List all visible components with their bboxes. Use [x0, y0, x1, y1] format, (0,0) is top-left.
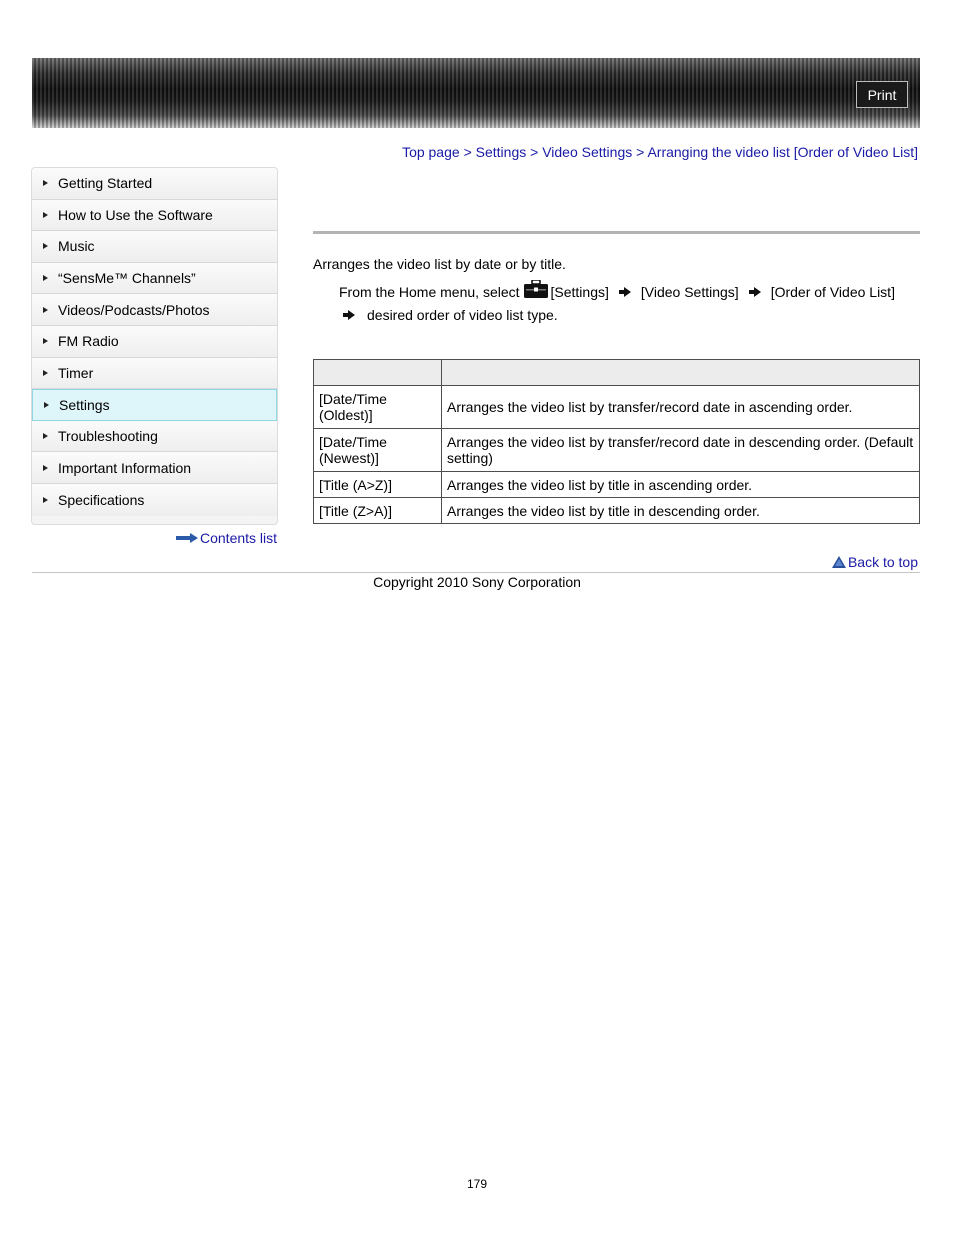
sidebar-item-label: Important Information	[58, 459, 192, 476]
sidebar-item-label: Specifications	[58, 491, 145, 508]
step-item-video-settings: [Video Settings]	[640, 284, 739, 300]
triangle-right-icon	[43, 433, 48, 439]
sidebar-item-label: Timer	[58, 364, 94, 381]
sidebar-item-label: Getting Started	[58, 175, 153, 192]
sidebar-item-specifications[interactable]	[32, 484, 277, 516]
instruction-step	[339, 283, 895, 301]
back-to-top-label: Back to top	[847, 554, 918, 570]
back-to-top-link[interactable]	[832, 554, 918, 570]
sidebar-item-label: FM Radio	[58, 333, 119, 350]
sidebar-item-getting-started[interactable]	[32, 168, 277, 200]
print-button[interactable]: Print	[856, 81, 908, 108]
sidebar-item-label: How to Use the Software	[58, 206, 213, 223]
breadcrumb-settings[interactable]: Settings	[475, 144, 527, 160]
option-name: [Title (Z>A)]	[314, 498, 442, 524]
footer-divider	[32, 572, 920, 573]
arrow-right-icon	[176, 533, 198, 543]
triangle-right-icon	[43, 497, 48, 503]
triangle-right-icon	[43, 243, 48, 249]
sidebar-item-label: Music	[58, 238, 95, 255]
title-divider	[313, 231, 920, 234]
options-table	[313, 359, 920, 524]
breadcrumb-current-page[interactable]: Arranging the video list [Order of Video List]	[647, 144, 918, 160]
sidebar-item-label: Settings	[59, 396, 110, 413]
table-row	[314, 386, 920, 429]
sidebar-item-sensme-channels[interactable]	[32, 263, 277, 295]
sidebar-item-videos-podcasts-photos[interactable]	[32, 294, 277, 326]
sidebar-item-important-information[interactable]	[32, 452, 277, 484]
triangle-right-icon	[43, 212, 48, 218]
option-description: Arranges the video list by title in ascending order.	[442, 472, 920, 498]
breadcrumb-separator: >	[463, 144, 472, 160]
table-header-cell	[314, 360, 442, 386]
toolbox-icon	[524, 280, 548, 298]
contents-list-link[interactable]	[176, 530, 277, 546]
triangle-right-icon	[43, 180, 48, 186]
sidebar-item-settings[interactable]	[32, 389, 277, 421]
header-banner	[32, 58, 920, 128]
table-header-cell	[442, 360, 920, 386]
step-text: desired order of video list type.	[367, 307, 558, 323]
triangle-right-icon	[43, 338, 48, 344]
breadcrumb-video-settings[interactable]: Video Settings	[542, 144, 633, 160]
arrow-right-icon	[343, 310, 355, 320]
table-row	[314, 498, 920, 524]
sidebar-nav	[31, 167, 278, 525]
step-prefix: From the Home menu, select	[339, 284, 520, 300]
triangle-right-icon	[43, 370, 48, 376]
sidebar-item-music[interactable]	[32, 231, 277, 263]
contents-list-label: Contents list	[200, 530, 278, 546]
breadcrumb-separator: >	[636, 144, 645, 160]
step-item-order-of-video-list: [Order of Video List]	[770, 284, 895, 300]
page-number: 179	[466, 1177, 488, 1191]
breadcrumb	[402, 144, 918, 160]
triangle-right-icon	[43, 275, 48, 281]
table-row	[314, 429, 920, 472]
table-header-row	[314, 360, 920, 386]
option-description: Arranges the video list by transfer/record date in descending order. (Default setting)	[442, 429, 920, 472]
option-name: [Date/Time (Oldest)]	[314, 386, 442, 429]
sidebar-item-how-to-use-software[interactable]	[32, 200, 277, 232]
arrow-right-icon	[619, 287, 631, 297]
table-row	[314, 472, 920, 498]
sidebar-item-label: Videos/Podcasts/Photos	[58, 301, 210, 318]
arrow-right-icon	[749, 287, 761, 297]
sidebar-item-fm-radio[interactable]	[32, 326, 277, 358]
sidebar-item-timer[interactable]	[32, 358, 277, 390]
triangle-right-icon	[43, 307, 48, 313]
sidebar-item-label: “SensMe™ Channels”	[58, 270, 196, 287]
option-description: Arranges the video list by transfer/record date in ascending order.	[442, 386, 920, 429]
triangle-right-icon	[44, 402, 49, 408]
breadcrumb-top-page[interactable]: Top page	[402, 144, 460, 160]
sidebar-item-troubleshooting[interactable]	[32, 421, 277, 453]
triangle-up-icon	[832, 556, 846, 568]
option-name: [Title (A>Z)]	[314, 472, 442, 498]
triangle-right-icon	[43, 465, 48, 471]
step-item-settings: [Settings]	[550, 284, 609, 300]
sidebar-item-label: Troubleshooting	[58, 428, 158, 445]
instruction-step-continued	[343, 307, 558, 323]
breadcrumb-separator: >	[530, 144, 539, 160]
intro-text: Arranges the video list by date or by title.	[313, 256, 566, 272]
option-description: Arranges the video list by title in descending order.	[442, 498, 920, 524]
copyright-text: Copyright 2010 Sony Corporation	[373, 574, 581, 590]
option-name: [Date/Time (Newest)]	[314, 429, 442, 472]
